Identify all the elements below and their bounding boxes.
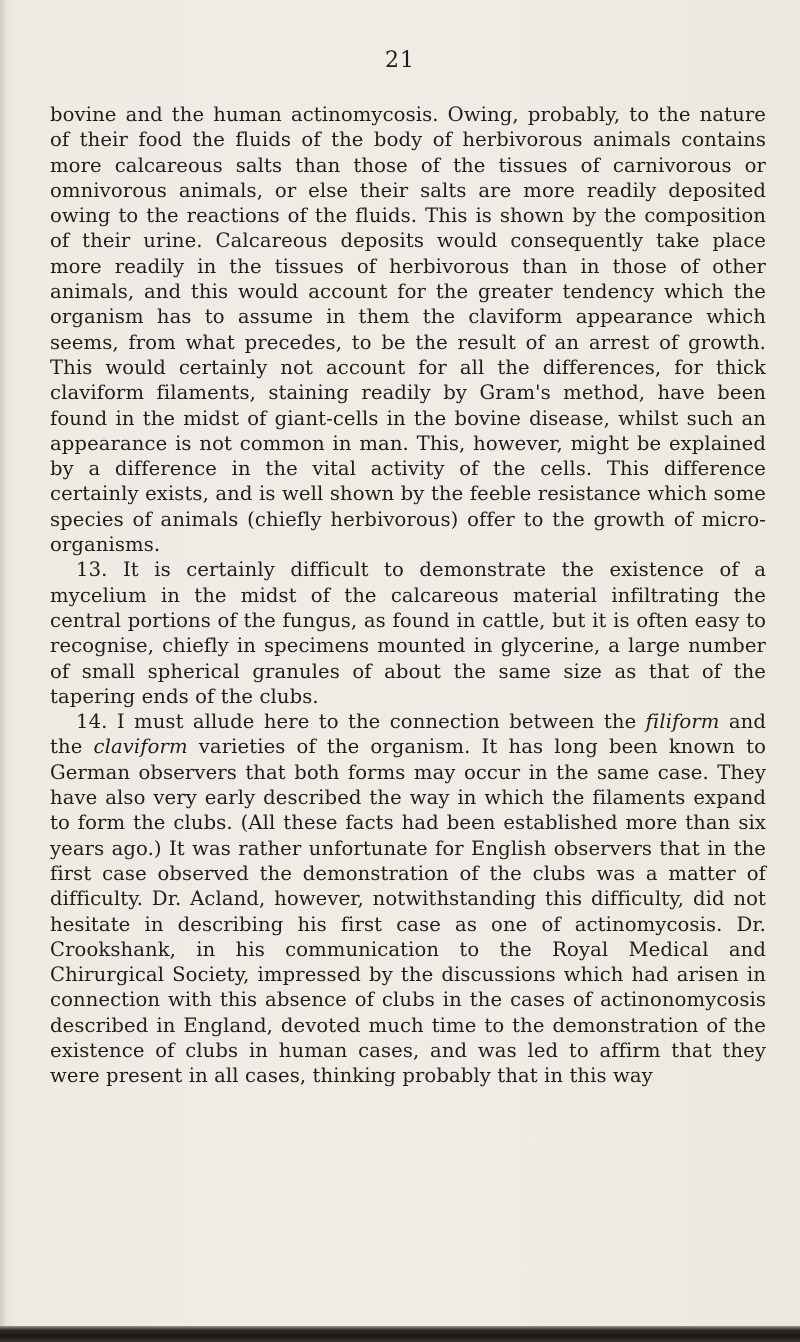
- text-run: 13. It is certainly difficult to demonstrate the existence of a mycelium in the midst of the calcareous material infiltrating the central portions of the fungus, as found in cattle, but it is often easy to recognise, chiefly in specimens mounted in glycerine, a large number of small spherical granules of about the same size as that of the tapering ends of the clubs.: [50, 558, 766, 708]
- paragraph-13: [50, 557, 766, 709]
- bottom-scan-edge: [0, 1326, 800, 1342]
- italic-term: claviform: [93, 735, 188, 759]
- text-run: and the: [50, 710, 766, 759]
- page-binding-edge: [0, 0, 6, 1342]
- text-run: bovine and the human actinomycosis. Owing, probably, to the nature of their food the fluids of the body of herbivorous animals contains more calcareous salts than those of the tissues of carnivorous or omnivorous animals, or else their salts are more readily deposited owing to the reactions of the fluids. This is shown by the composition of their urine. Calcareous deposits would consequently take place more readily in the tissues of herbivorous than in those of other animals, and this would account for the greater tendency which the organism has to assume in them the claviform appearance which seems, from what precedes, to be the result of an arrest of growth. This would certainly not account for all the differences, for thick claviform filaments, staining readily by Gram's method, have been found in the midst of giant-cells in the bovine disease, whilst such an appearance is not common in man. This, however, might be explained by a difference in the vital activity of the cells. This difference certainly exists, and is well shown by the feeble resistance which some species of animals (chiefly herbivorous) offer to the growth of micro-organisms.: [50, 103, 766, 557]
- text-run: 14. I must allude here to the connection between the: [76, 710, 646, 734]
- page-number: 21: [385, 48, 415, 73]
- body-text: [50, 102, 766, 1089]
- paragraph-continued: [50, 102, 766, 557]
- italic-term: filiform: [645, 710, 720, 734]
- text-run: varieties of the organism. It has long been known to German observers that both forms may occur in the same case. They have also very early described the way in which the filaments expand to form the clubs. (All these facts had been established more than six years ago.) It was rather unfortunate for English observers that in the first case observed the demonstration of the clubs was a matter of difficulty. Dr. Acland, however, notwithstanding this difficulty, did not hesitate in describing his first case as one of actinomycosis. Dr. Crookshank, in his communication to the Royal Medical and Chirurgical Society, impressed by the discussions which had arisen in connection with this absence of clubs in the cases of actinonomycosis described in England, devoted much time to the demonstration of the existence of clubs in human cases, and was led to affirm that they were present in all cases, thinking probably that in this way: [50, 735, 766, 1088]
- paragraph-14: [50, 709, 766, 1088]
